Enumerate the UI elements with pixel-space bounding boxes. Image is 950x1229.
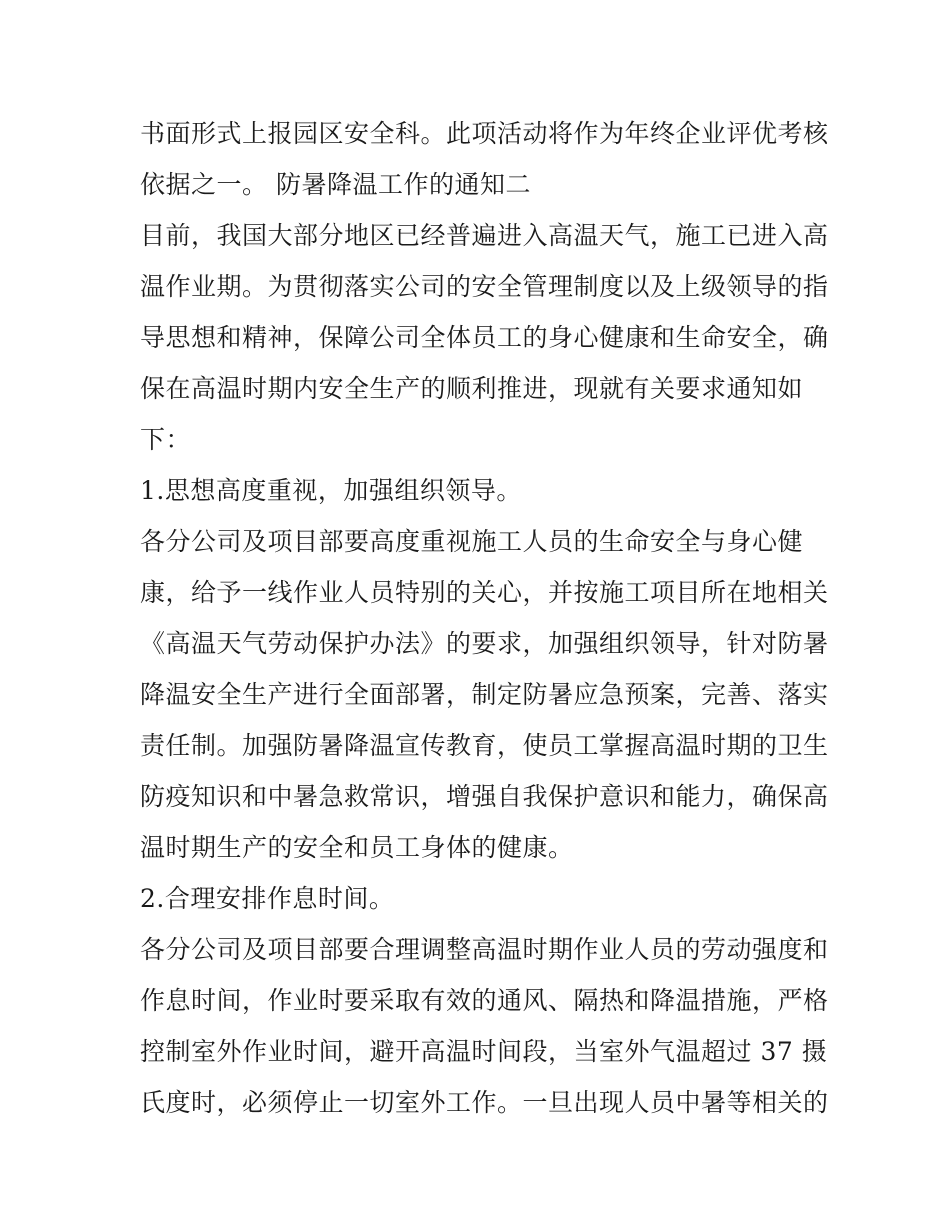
text-line: 各分公司及项目部要合理调整高温时期作业人员的劳动强度和 [140, 935, 829, 964]
text-line: 康，给予一线作业人员特别的关心，并按施工项目所在地相关 [140, 578, 829, 607]
text-line: 防疫知识和中暑急救常识，增强自我保护意识和能力，确保高 [140, 782, 829, 811]
text-line: 责任制。加强防暑降温宣传教育，使员工掌握高温时期的卫生 [140, 731, 829, 760]
text-line: 《高温天气劳动保护办法》的要求，加强组织领导，针对防暑 [140, 629, 829, 658]
text-line: 下： [140, 425, 192, 454]
section-heading: 1.思想高度重视，加强组织领导。 [140, 476, 522, 505]
text-line: 氏度时，必须停止一切室外工作。一旦出现人员中暑等相关的 [140, 1088, 829, 1117]
text-line: 作息时间，作业时要采取有效的通风、隔热和降温措施，严格 [140, 986, 829, 1015]
text-line: 降温安全生产进行全面部署，制定防暑应急预案，完善、落实 [140, 680, 829, 709]
text-line: 温作业期。为贯彻落实公司的安全管理制度以及上级领导的指 [140, 272, 829, 301]
text-line: 依据之一。 防暑降温工作的通知二 [140, 170, 531, 199]
text-line: 温时期生产的安全和员工身体的健康。 [140, 833, 574, 862]
text-line: 书面形式上报园区安全科。此项活动将作为年终企业评优考核 [140, 119, 829, 148]
section-heading: 2.合理安排作息时间。 [140, 884, 395, 913]
text-line: 导思想和精神，保障公司全体员工的身心健康和生命安全，确 [140, 323, 829, 352]
text-line: 目前，我国大部分地区已经普遍进入高温天气，施工已进入高 [140, 221, 829, 250]
text-line: 保在高温时期内安全生产的顺利推进，现就有关要求通知如 [140, 374, 804, 403]
document-body [140, 108, 830, 1128]
text-line: 各分公司及项目部要高度重视施工人员的生命安全与身心健 [140, 527, 804, 556]
text-line: 控制室外作业时间，避开高温时间段，当室外气温超过 37 摄 [140, 1037, 828, 1066]
